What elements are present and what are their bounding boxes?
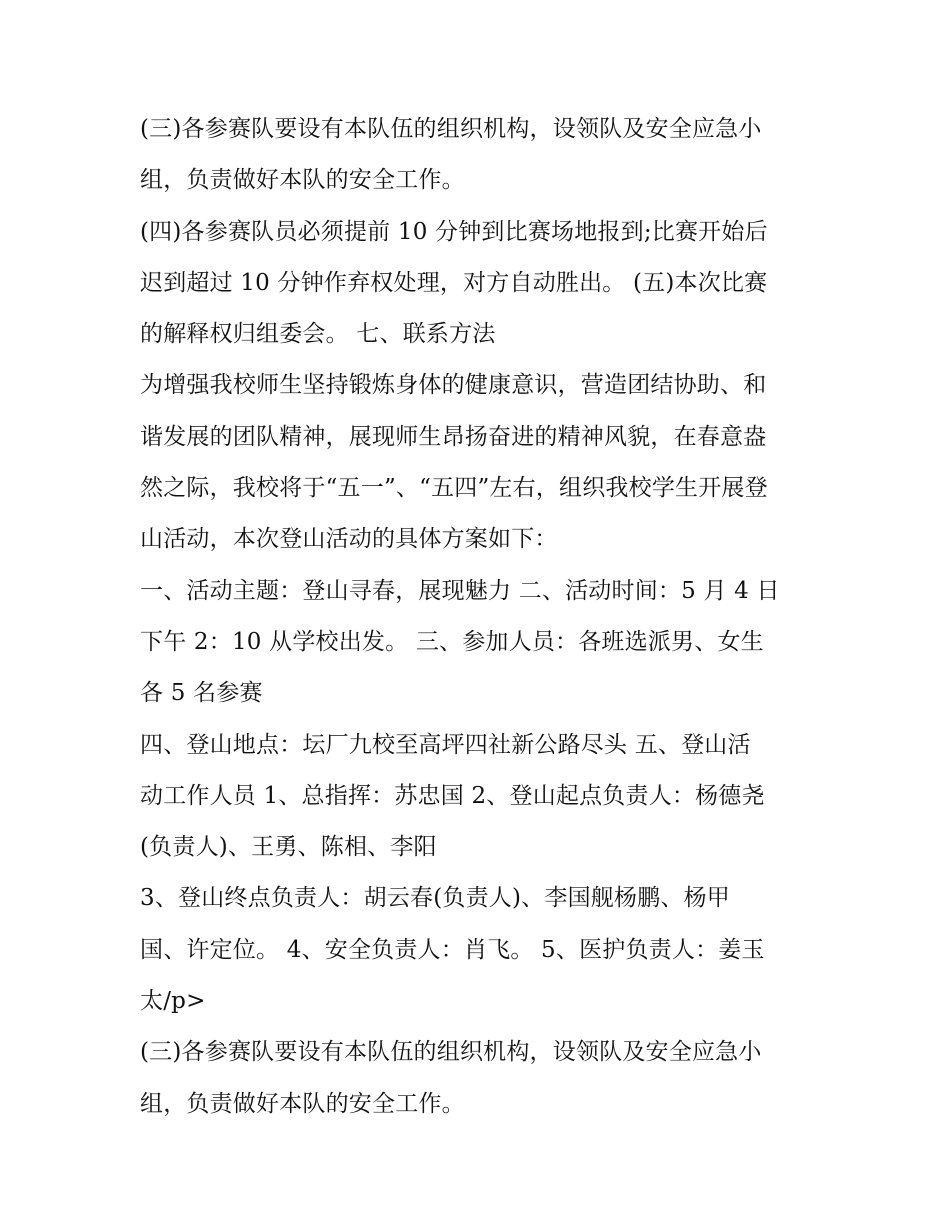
text-line: 一、活动主题：登山寻春，展现魅力 二、活动时间：5 月 4 日 bbox=[140, 577, 780, 604]
text-line: 组，负责做好本队的安全工作。 bbox=[140, 167, 465, 194]
text-line: (三)各参赛队要设有本队伍的组织机构，设领队及安全应急小 bbox=[140, 1039, 762, 1066]
text-line: 3、登山终点负责人：胡云春(负责人)、李国舰杨鹏、杨甲 bbox=[140, 885, 730, 912]
text-line: (三)各参赛队要设有本队伍的组织机构，设领队及安全应急小 bbox=[140, 116, 762, 142]
text-line: 的解释权归组委会。 七、联系方法 bbox=[140, 321, 496, 348]
text-line: 国、许定位。 4、安全负责人：肖飞。 5、医护负责人：姜玉 bbox=[140, 936, 765, 963]
text-line: 下午 2：10 从学校出发。 三、参加人员：各班选派男、女生 bbox=[140, 628, 764, 655]
text-line: 四、登山地点：坛厂九校至高坪四社新公路尽头 五、登山活 bbox=[140, 731, 751, 758]
document-body bbox=[140, 104, 820, 1130]
text-line: 谐发展的团队精神，展现师生昂扬奋进的精神风貌，在春意盎 bbox=[140, 423, 767, 450]
text-line: 迟到超过 10 分钟作弃权处理，对方自动胜出。 (五)本次比赛 bbox=[140, 269, 768, 296]
text-line: (负责人)、王勇、陈相、李阳 bbox=[140, 834, 437, 861]
text-line: 太/p> bbox=[140, 988, 206, 1015]
text-line: 山活动，本次登山活动的具体方案如下： bbox=[140, 526, 558, 553]
text-line: 然之际，我校将于“五一”、“五四”左右，组织我校学生开展登 bbox=[140, 475, 768, 502]
text-line: (四)各参赛队员必须提前 10 分钟到比赛场地报到;比赛开始后 bbox=[140, 218, 768, 245]
text-line: 各 5 名参赛 bbox=[140, 680, 263, 707]
text-line: 动工作人员 1、总指挥：苏忠国 2、登山起点负责人：杨德尧 bbox=[140, 782, 765, 809]
text-line: 组，负责做好本队的安全工作。 bbox=[140, 1090, 465, 1117]
text-line: 为增强我校师生坚持锻炼身体的健康意识，营造团结协助、和 bbox=[140, 372, 767, 399]
